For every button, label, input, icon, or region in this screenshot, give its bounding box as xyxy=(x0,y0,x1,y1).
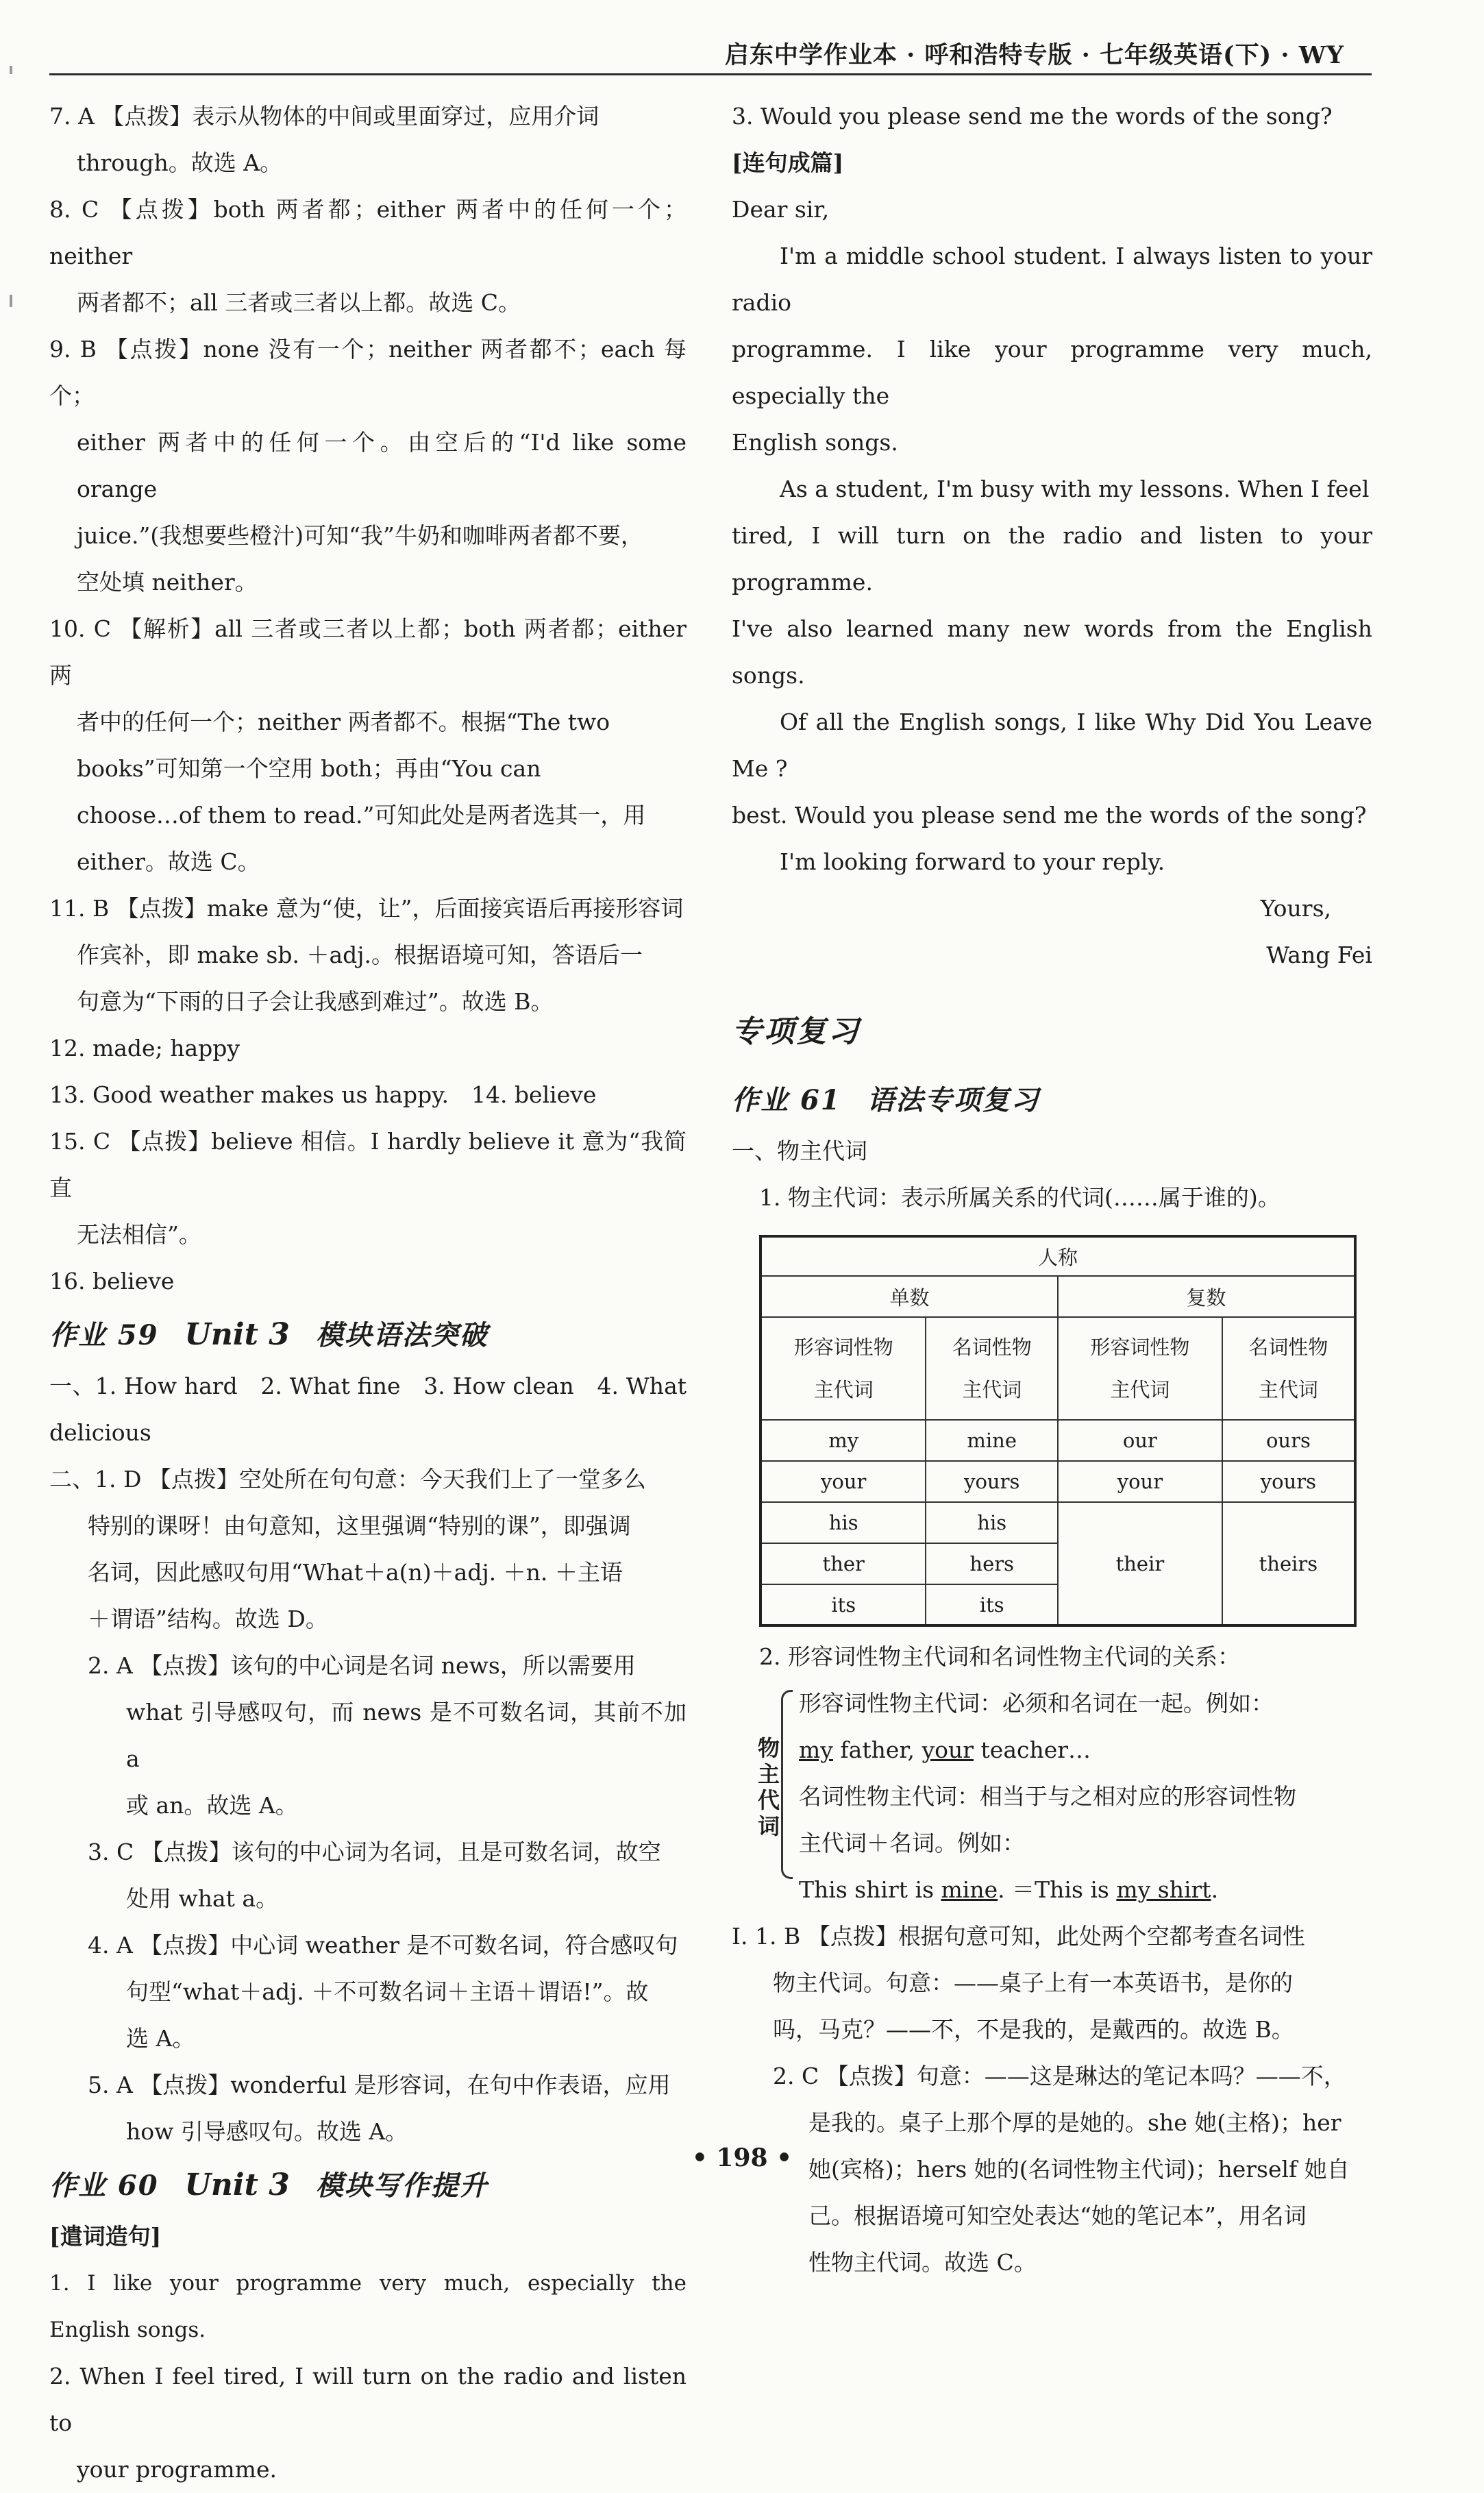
s59-part2-q4-cont: 选 A。 xyxy=(126,2025,195,2052)
table-cell-theirs: theirs xyxy=(1222,1502,1355,1625)
r-exercise-1-cont: 吗，马克？——不，不是我的，是戴西的。故选 B。 xyxy=(773,2016,1294,2043)
s60-sentence-1: 1. I like your programme very much, especially the English songs. xyxy=(49,2271,687,2342)
s60-subtitle: [遣词造句] xyxy=(49,2223,162,2250)
answer-11-cont: 句意为“下雨的日子会让我感到难过”。故选 B。 xyxy=(77,988,554,1015)
margin-mark xyxy=(10,295,12,307)
s59-part1: 一、1. How hard 2. What fine 3. How clean 4. What delicious xyxy=(49,1373,687,1446)
answer-10-cont: books”可知第一个空用 both；再由“You can xyxy=(77,755,541,782)
brace-line-2 xyxy=(781,1727,1372,1773)
answer-16: 16. believe xyxy=(49,1268,175,1294)
answer-8: 8. C 【点拨】both 两者都；either 两者中的任何一个；neither xyxy=(49,196,687,269)
text-span: teacher… xyxy=(974,1736,1091,1763)
r-exercise-1-cont: 物主代词。句意：——桌子上有一本英语书，是你的 xyxy=(773,1969,1293,1996)
answer-10-cont: 者中的任何一个；neither 两者都不。根据“The two xyxy=(77,709,610,735)
letter-para-1: I'm a middle school student. I always listen to your radio xyxy=(732,243,1372,316)
r-exercise-2-cont: 是我的。桌子上那个厚的是她的。she 她(主格)；her xyxy=(808,2109,1341,2136)
section-60-topic: 模块写作提升 xyxy=(315,2170,489,2202)
brace-line-3-cont: 主代词＋名词。例如： xyxy=(799,1830,1025,1856)
letter-signature: Wang Fei xyxy=(1266,942,1372,968)
r-part1-item1: 1. 物主代词：表示所属关系的代词(……属于谁的)。 xyxy=(759,1184,1281,1211)
table-cell: ther xyxy=(760,1543,926,1584)
r-part1: 一、物主代词 xyxy=(732,1138,867,1164)
letter-para-2-cont: I've also learned many new words from the English songs. xyxy=(732,615,1372,689)
underlined-word: mine xyxy=(941,1876,998,1903)
underlined-word: my xyxy=(799,1736,833,1763)
pronoun-relation-brace xyxy=(757,1680,1372,1913)
page-header: 启东中学作业本 · 呼和浩特专版 · 七年级英语(下) · WY xyxy=(49,36,1372,75)
table-cell: hers xyxy=(926,1543,1058,1584)
answer-10: 10. C 【解析】all 三者或三者以上都；both 两者都；either 两 xyxy=(49,615,687,689)
answer-9-cont: juice.”(我想要些橙汁)可知“我”牛奶和咖啡两者都不要， xyxy=(77,522,643,549)
s59-part2-q1: 二、1. D 【点拨】空处所在句句意：今天我们上了一堂多么 xyxy=(49,1466,646,1493)
answer-11: 11. B 【点拨】make 意为“使，让”，后面接宾语后再接形容词 xyxy=(49,895,684,922)
answer-12: 12. made; happy xyxy=(49,1035,240,1061)
text-span: This shirt is xyxy=(799,1876,941,1903)
letter-para-3-cont: best. Would you please send me the words of the song? xyxy=(732,802,1367,828)
s59-part2-q3-cont: 处用 what a。 xyxy=(126,1885,279,1912)
letter-para-4: I'm looking forward to your reply. xyxy=(780,848,1165,875)
brace-line-4 xyxy=(781,1867,1372,1913)
section-60-unit: Unit 3 xyxy=(184,2167,290,2202)
table-cell: my xyxy=(760,1420,926,1461)
table-col-adj-a: 形容词性物 xyxy=(1090,1336,1190,1359)
right-column xyxy=(732,93,1372,2286)
letter-closing: Yours, xyxy=(1260,895,1331,922)
table-header-plural: 复数 xyxy=(1058,1276,1355,1317)
answer-15: 15. C 【点拨】believe 相信。I hardly believe it 意为“我简直 xyxy=(49,1128,687,1201)
pronoun-table xyxy=(759,1235,1357,1627)
brace-line-1: 形容词性物主代词：必须和名词在一起。例如： xyxy=(799,1690,1274,1717)
table-cell: your xyxy=(760,1461,926,1502)
answer-7: 7. A 【点拨】表示从物体的中间或里面穿过，应用介词 xyxy=(49,103,599,130)
answer-9-cont: either 两者中的任何一个。由空后的“I'd like some orange xyxy=(77,429,687,502)
table-col-adj-b: 主代词 xyxy=(813,1378,874,1401)
letter-para-1-cont: English songs. xyxy=(732,429,898,456)
section-61-label: 作业 61 xyxy=(732,1084,841,1116)
r-exercise-2: 2. C 【点拨】句意：——这是琳达的笔记本吗？——不， xyxy=(773,2063,1346,2089)
s59-part2-q2-cont: 或 an。故选 A。 xyxy=(126,1792,298,1819)
table-cell: mine xyxy=(926,1420,1058,1461)
s60-sentence-2-cont: your programme. xyxy=(77,2456,277,2483)
s60-subtitle-2: [连句成篇] xyxy=(732,149,844,176)
table-cell: our xyxy=(1058,1420,1222,1461)
letter-para-2: As a student, I'm busy with my lessons. When I feel xyxy=(780,476,1370,502)
answer-11-cont: 作宾补，即 make sb. ＋adj.。根据语境可知，答语后一 xyxy=(77,942,643,968)
s59-part2-q5-cont: how 引导感叹句。故选 A。 xyxy=(126,2118,408,2145)
text-span: father, xyxy=(832,1736,922,1763)
answer-8-cont: 两者都不；all 三者或三者以上都。故选 C。 xyxy=(77,289,521,316)
r-exercise-2-cont: 性物主代词。故选 C。 xyxy=(808,2249,1037,2276)
s59-part2-q4: 4. A 【点拨】中心词 weather 是不可数名词，符合感叹句 xyxy=(88,1932,678,1958)
table-col-noun-b: 主代词 xyxy=(962,1378,1022,1401)
s59-part2-q5: 5. A 【点拨】wonderful 是形容词，在句中作表语，应用 xyxy=(88,2072,671,2098)
margin-mark xyxy=(10,66,12,74)
letter-greeting: Dear sir, xyxy=(732,196,830,223)
letter-para-1-cont: programme. I like your programme very much, especially the xyxy=(732,336,1372,409)
s59-part2-q3: 3. C 【点拨】该句的中心词为名词，且是可数名词，故空 xyxy=(88,1839,661,1865)
s59-part2-q4-cont: 句型“what＋adj. ＋不可数名词＋主语＋谓语!”。故 xyxy=(126,1978,649,2005)
s60-sentence-3: 3. Would you please send me the words of the song? xyxy=(732,103,1333,130)
s59-part2-q1-cont: 特别的课呀！由句意知，这里强调“特别的课”，即强调 xyxy=(88,1512,631,1539)
brace-line xyxy=(781,1690,793,1879)
section-60-label: 作业 60 xyxy=(49,2170,159,2202)
table-col-adj-b: 主代词 xyxy=(1110,1378,1170,1401)
table-cell: ours xyxy=(1222,1420,1355,1461)
page-number: • 198 • xyxy=(691,2144,793,2172)
table-cell: its xyxy=(926,1584,1058,1625)
s59-part2-q1-cont: ＋谓语”结构。故选 D。 xyxy=(88,1606,328,1632)
answer-15-cont: 无法相信”。 xyxy=(77,1221,201,1248)
section-59-title xyxy=(49,1309,687,1362)
answer-10-cont: choose…of them to read.”可知此处是两者选其一，用 xyxy=(77,802,646,828)
table-col-adj xyxy=(760,1317,926,1420)
left-column xyxy=(49,93,687,2493)
answer-7-cont: through。故选 A。 xyxy=(77,149,283,176)
table-col-noun-a: 名词性物 xyxy=(952,1336,1032,1359)
table-cell: his xyxy=(926,1502,1058,1543)
brace-line-3: 名词性物主代词：相当于与之相对应的形容词性物 xyxy=(799,1783,1296,1810)
table-cell-their: their xyxy=(1058,1502,1222,1625)
r-exercise-2-cont: 己。根据语境可知空处表达“她的笔记本”，用名词 xyxy=(808,2202,1307,2229)
table-col-noun xyxy=(1222,1317,1355,1420)
section-59-unit: Unit 3 xyxy=(184,1317,290,1352)
table-col-noun xyxy=(926,1317,1058,1420)
underlined-word: my shirt xyxy=(1116,1876,1211,1903)
answer-13-14: 13. Good weather makes us happy. 14. believe xyxy=(49,1081,597,1108)
review-heading: 专项复习 xyxy=(732,1014,861,1049)
table-cell: yours xyxy=(1222,1461,1355,1502)
r-part1-item2: 2. 形容词性物主代词和名词性物主代词的关系： xyxy=(759,1643,1240,1670)
text-span: . ＝This is xyxy=(998,1876,1117,1903)
table-header-person: 人称 xyxy=(760,1236,1355,1276)
table-cell: yours xyxy=(926,1461,1058,1502)
s59-part2-q1-cont: 名词，因此感叹句用“What＋a(n)＋adj. ＋n. ＋主语 xyxy=(88,1559,623,1586)
table-cell: his xyxy=(760,1502,926,1543)
table-header-singular: 单数 xyxy=(760,1276,1058,1317)
table-cell: your xyxy=(1058,1461,1222,1502)
s59-part2-q2: 2. A 【点拨】该句的中心词是名词 news，所以需要用 xyxy=(88,1652,636,1679)
table-col-noun-a: 名词性物 xyxy=(1248,1336,1328,1359)
section-59-label: 作业 59 xyxy=(49,1319,159,1351)
s59-part2-q2-cont: what 引导感叹句，而 news 是不可数名词，其前不加 a xyxy=(126,1699,687,1772)
text-span: . xyxy=(1211,1876,1219,1903)
letter-para-2-cont: tired, I will turn on the radio and listen to your programme. xyxy=(732,522,1372,595)
table-cell: its xyxy=(760,1584,926,1625)
s60-sentence-2: 2. When I feel tired, I will turn on the radio and listen to xyxy=(49,2363,687,2436)
table-col-adj-a: 形容词性物 xyxy=(793,1336,893,1359)
section-61-topic: 语法专项复习 xyxy=(867,1084,1040,1116)
answer-10-cont: either。故选 C。 xyxy=(77,848,260,875)
letter-para-3: Of all the English songs, I like Why Did You Leave Me ? xyxy=(732,709,1372,782)
table-col-adj xyxy=(1058,1317,1222,1420)
r-exercise-1: Ⅰ. 1. B 【点拨】根据句意可知，此处两个空都考查名词性 xyxy=(732,1923,1305,1950)
section-61-title xyxy=(732,1074,1372,1127)
underlined-word: your xyxy=(922,1736,974,1763)
answer-9: 9. B 【点拨】none 没有一个；neither 两者都不；each 每个； xyxy=(49,336,687,409)
table-col-noun-b: 主代词 xyxy=(1258,1378,1318,1401)
brace-label: 物主代词 xyxy=(757,1735,780,1839)
answer-9-cont: 空处填 neither。 xyxy=(77,569,258,595)
r-exercise-2-cont: 她(宾格)；hers 她的(名词性物主代词)；herself 她自 xyxy=(808,2156,1350,2183)
section-59-topic: 模块语法突破 xyxy=(315,1319,489,1351)
